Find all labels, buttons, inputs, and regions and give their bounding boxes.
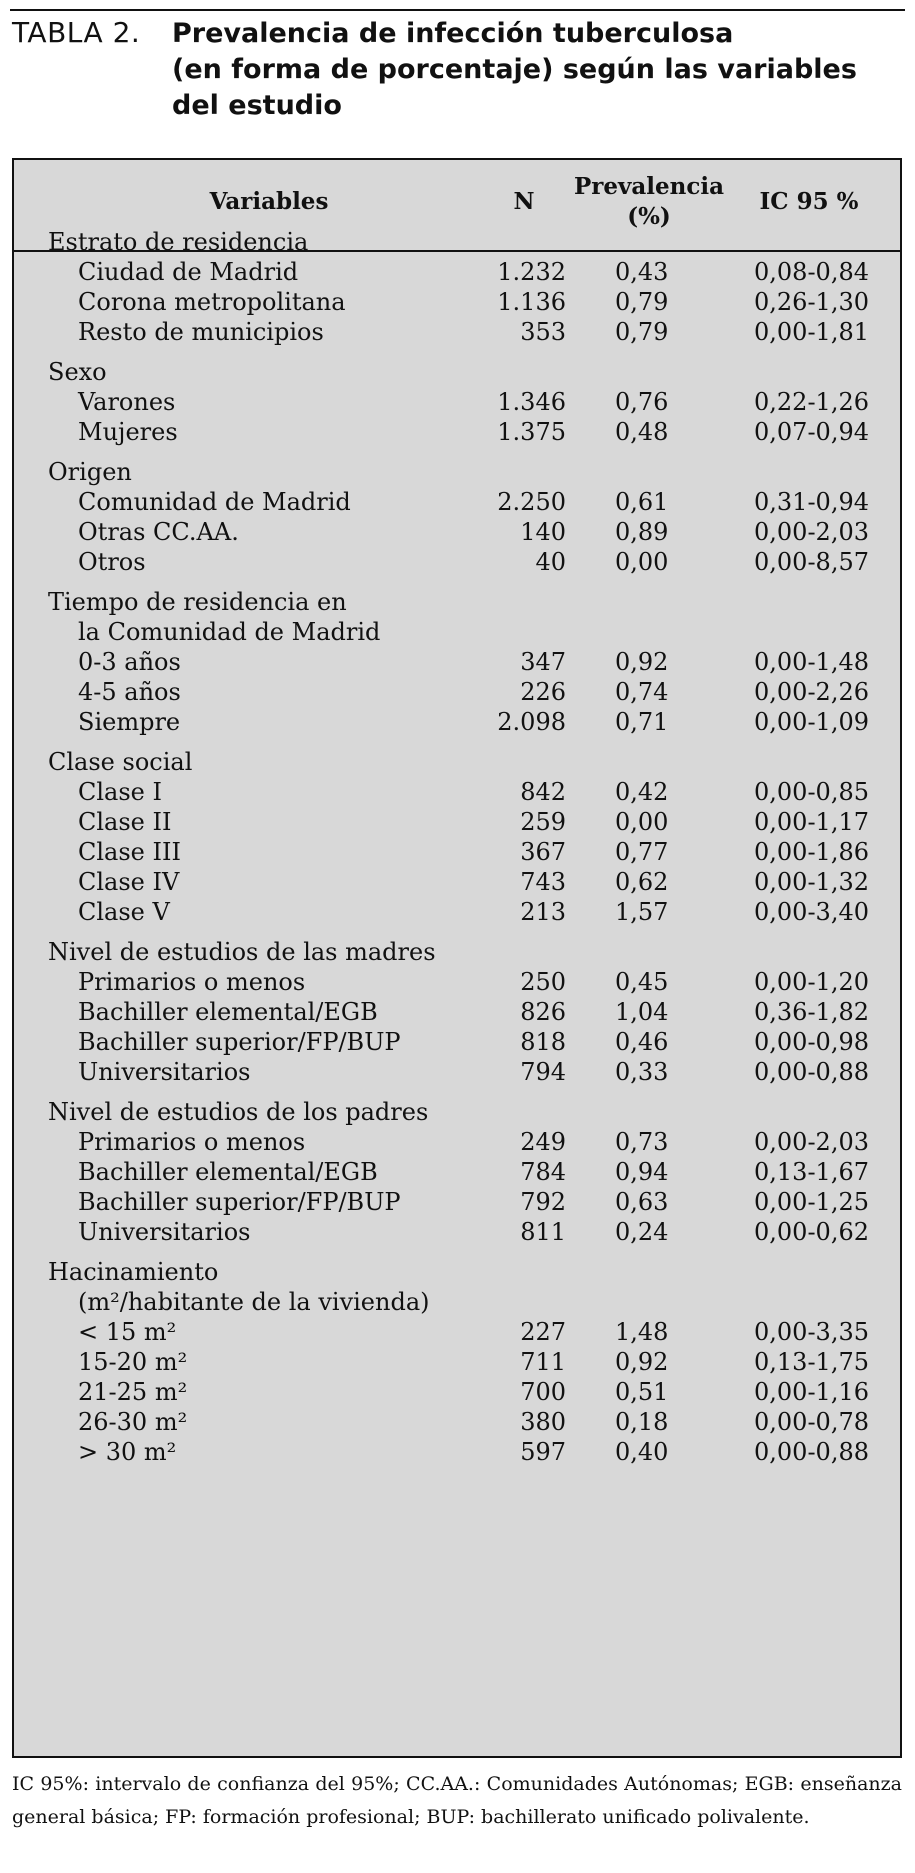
ic-value: 0,00-2,03 [754, 1128, 869, 1156]
prevalencia-value: 0,45 [615, 968, 669, 996]
ic-value: 0,00-1,81 [754, 318, 869, 346]
n-value: 1.232 [497, 258, 566, 286]
n-value: 1.375 [497, 418, 566, 446]
ic-value: 0,00-2,03 [754, 518, 869, 546]
variable-label: Clase II [78, 808, 172, 836]
n-value: 347 [520, 648, 566, 676]
ic-value: 0,13-1,67 [754, 1158, 869, 1186]
n-value: 818 [520, 1028, 566, 1056]
ic-value: 0,13-1,75 [754, 1348, 869, 1376]
prevalencia-value: 0,77 [615, 838, 669, 866]
prevalencia-value: 0,24 [615, 1218, 669, 1246]
prevalencia-value: 1,04 [615, 998, 669, 1026]
ic-value: 0,00-1,25 [754, 1188, 869, 1216]
prevalencia-value: 0,79 [615, 288, 669, 316]
variable-label: Varones [78, 388, 176, 416]
table-row [14, 414, 904, 450]
group-label: Tiempo de residencia en [48, 588, 347, 616]
prevalencia-value: 0,43 [615, 258, 669, 286]
ic-value: 0,36-1,82 [754, 998, 869, 1026]
n-value: 259 [520, 808, 566, 836]
n-value: 811 [520, 1218, 566, 1246]
ic-value: 0,00-1,09 [754, 708, 869, 736]
prevalencia-value: 0,18 [615, 1408, 669, 1436]
ic-value: 0,26-1,30 [754, 288, 869, 316]
n-value: 40 [535, 548, 566, 576]
ic-value: 0,00-1,20 [754, 968, 869, 996]
ic-value: 0,00-1,32 [754, 868, 869, 896]
prevalencia-value: 0,62 [615, 868, 669, 896]
table-row [14, 314, 904, 350]
n-value: 2.098 [497, 708, 566, 736]
variable-label: Otras CC.AA. [78, 518, 239, 546]
ic-value: 0,31-0,94 [754, 488, 869, 516]
variable-label: Bachiller elemental/EGB [78, 1158, 378, 1186]
variable-label: 0-3 años [78, 648, 181, 676]
variable-label: 15-20 m² [78, 1348, 188, 1376]
variable-label: Bachiller superior/FP/BUP [78, 1028, 401, 1056]
n-value: 711 [520, 1348, 566, 1376]
top-rule [10, 9, 905, 11]
group-label: Clase social [48, 748, 193, 776]
variable-label: 4-5 años [78, 678, 181, 706]
prevalencia-value: 0,63 [615, 1188, 669, 1216]
table-row [14, 1214, 904, 1250]
data-table [12, 158, 902, 1758]
n-value: 784 [520, 1158, 566, 1186]
ic-value: 0,00-1,16 [754, 1378, 869, 1406]
n-value: 367 [520, 838, 566, 866]
group-label: Sexo [48, 358, 107, 386]
table-title-line-3: del estudio [172, 90, 342, 121]
prevalencia-value: 0,42 [615, 778, 669, 806]
ic-value: 0,00-2,26 [754, 678, 869, 706]
ic-value: 0,07-0,94 [754, 418, 869, 446]
prevalencia-value: 0,79 [615, 318, 669, 346]
table-title-line-1: Prevalencia de infección tuberculosa [172, 18, 734, 49]
ic-value: 0,00-0,62 [754, 1218, 869, 1246]
header-ic: IC 95 % [759, 188, 859, 215]
prevalencia-value: 0,73 [615, 1128, 669, 1156]
n-value: 597 [520, 1438, 566, 1466]
prevalencia-value: 0,92 [615, 648, 669, 676]
n-value: 1.136 [497, 288, 566, 316]
n-value: 213 [520, 898, 566, 926]
prevalencia-value: 0,89 [615, 518, 669, 546]
variable-label: Universitarios [78, 1218, 251, 1246]
table-row [14, 1434, 904, 1470]
n-value: 226 [520, 678, 566, 706]
ic-value: 0,00-0,85 [754, 778, 869, 806]
n-value: 700 [520, 1378, 566, 1406]
table-title-line-2: (en forma de porcentaje) según las variables [172, 54, 857, 85]
variable-label: Siempre [78, 708, 181, 736]
variable-label: Clase V [78, 898, 170, 926]
group-label: Nivel de estudios de las madres [48, 938, 436, 966]
ic-value: 0,00-8,57 [754, 548, 869, 576]
variable-label: 26-30 m² [78, 1408, 188, 1436]
variable-label: > 30 m² [78, 1438, 177, 1466]
table-title [172, 16, 902, 124]
variable-label: Clase III [78, 838, 181, 866]
prevalencia-value: 0,76 [615, 388, 669, 416]
header-prevalencia-line-1: Prevalencia [573, 173, 725, 200]
header-n: N [513, 188, 535, 215]
ic-value: 0,00-0,88 [754, 1438, 869, 1466]
group-label: Hacinamiento [48, 1258, 219, 1286]
prevalencia-value: 0,00 [615, 548, 669, 576]
prevalencia-value: 0,94 [615, 1158, 669, 1186]
n-value: 792 [520, 1188, 566, 1216]
variable-label: Otros [78, 548, 146, 576]
prevalencia-value: 0,40 [615, 1438, 669, 1466]
n-value: 380 [520, 1408, 566, 1436]
header-prevalencia [559, 172, 739, 232]
prevalencia-value: 0,92 [615, 1348, 669, 1376]
variable-label: Bachiller superior/FP/BUP [78, 1188, 401, 1216]
ic-value: 0,00-1,48 [754, 648, 869, 676]
variable-label: Clase I [78, 778, 162, 806]
prevalencia-value: 0,61 [615, 488, 669, 516]
header-prevalencia-line-2: (%) [627, 203, 671, 230]
table-row [14, 704, 904, 740]
n-value: 250 [520, 968, 566, 996]
table-number: TABLA 2. [12, 16, 141, 49]
prevalencia-value: 0,51 [615, 1378, 669, 1406]
table-footnote: IC 95%: intervalo de confianza del 95%; CC.AA.: Comunidades Autónomas; EGB: enseñanza general básica; FP: formación profesional; BUP: bachillerato unificado polivalente. [12, 1773, 902, 1828]
n-value: 743 [520, 868, 566, 896]
variable-label: Comunidad de Madrid [78, 488, 351, 516]
prevalencia-value: 0,00 [615, 808, 669, 836]
variable-label: 21-25 m² [78, 1378, 188, 1406]
ic-value: 0,00-0,78 [754, 1408, 869, 1436]
variable-label: Primarios o menos [78, 1128, 306, 1156]
n-value: 227 [520, 1318, 566, 1346]
group-label: Estrato de residencia [48, 228, 309, 256]
variable-label: Ciudad de Madrid [78, 258, 299, 286]
prevalencia-value: 1,48 [615, 1318, 669, 1346]
variable-label: Bachiller elemental/EGB [78, 998, 378, 1026]
variable-label: Primarios o menos [78, 968, 306, 996]
table-row [14, 1054, 904, 1090]
header-variables: Variables [209, 188, 329, 215]
variable-label: < 15 m² [78, 1318, 177, 1346]
n-value: 140 [520, 518, 566, 546]
n-value: 353 [520, 318, 566, 346]
ic-value: 0,08-0,84 [754, 258, 869, 286]
variable-label: Resto de municipios [78, 318, 324, 346]
ic-value: 0,00-1,17 [754, 808, 869, 836]
ic-value: 0,00-3,40 [754, 898, 869, 926]
prevalencia-value: 0,71 [615, 708, 669, 736]
variable-label: Clase IV [78, 868, 180, 896]
variable-label: Corona metropolitana [78, 288, 346, 316]
n-value: 249 [520, 1128, 566, 1156]
group-label: (m²/habitante de la vivienda) [78, 1288, 430, 1316]
ic-value: 0,22-1,26 [754, 388, 869, 416]
table-row [14, 894, 904, 930]
variable-label: Mujeres [78, 418, 178, 446]
ic-value: 0,00-0,98 [754, 1028, 869, 1056]
table-row [14, 544, 904, 580]
group-label: la Comunidad de Madrid [78, 618, 381, 646]
n-value: 794 [520, 1058, 566, 1086]
n-value: 2.250 [497, 488, 566, 516]
n-value: 826 [520, 998, 566, 1026]
n-value: 842 [520, 778, 566, 806]
group-label: Origen [48, 458, 132, 486]
prevalencia-value: 0,46 [615, 1028, 669, 1056]
prevalencia-value: 1,57 [615, 898, 669, 926]
group-label: Nivel de estudios de los padres [48, 1098, 429, 1126]
variable-label: Universitarios [78, 1058, 251, 1086]
prevalencia-value: 0,33 [615, 1058, 669, 1086]
prevalencia-value: 0,74 [615, 678, 669, 706]
n-value: 1.346 [497, 388, 566, 416]
prevalencia-value: 0,48 [615, 418, 669, 446]
ic-value: 0,00-0,88 [754, 1058, 869, 1086]
ic-value: 0,00-3,35 [754, 1318, 869, 1346]
ic-value: 0,00-1,86 [754, 838, 869, 866]
